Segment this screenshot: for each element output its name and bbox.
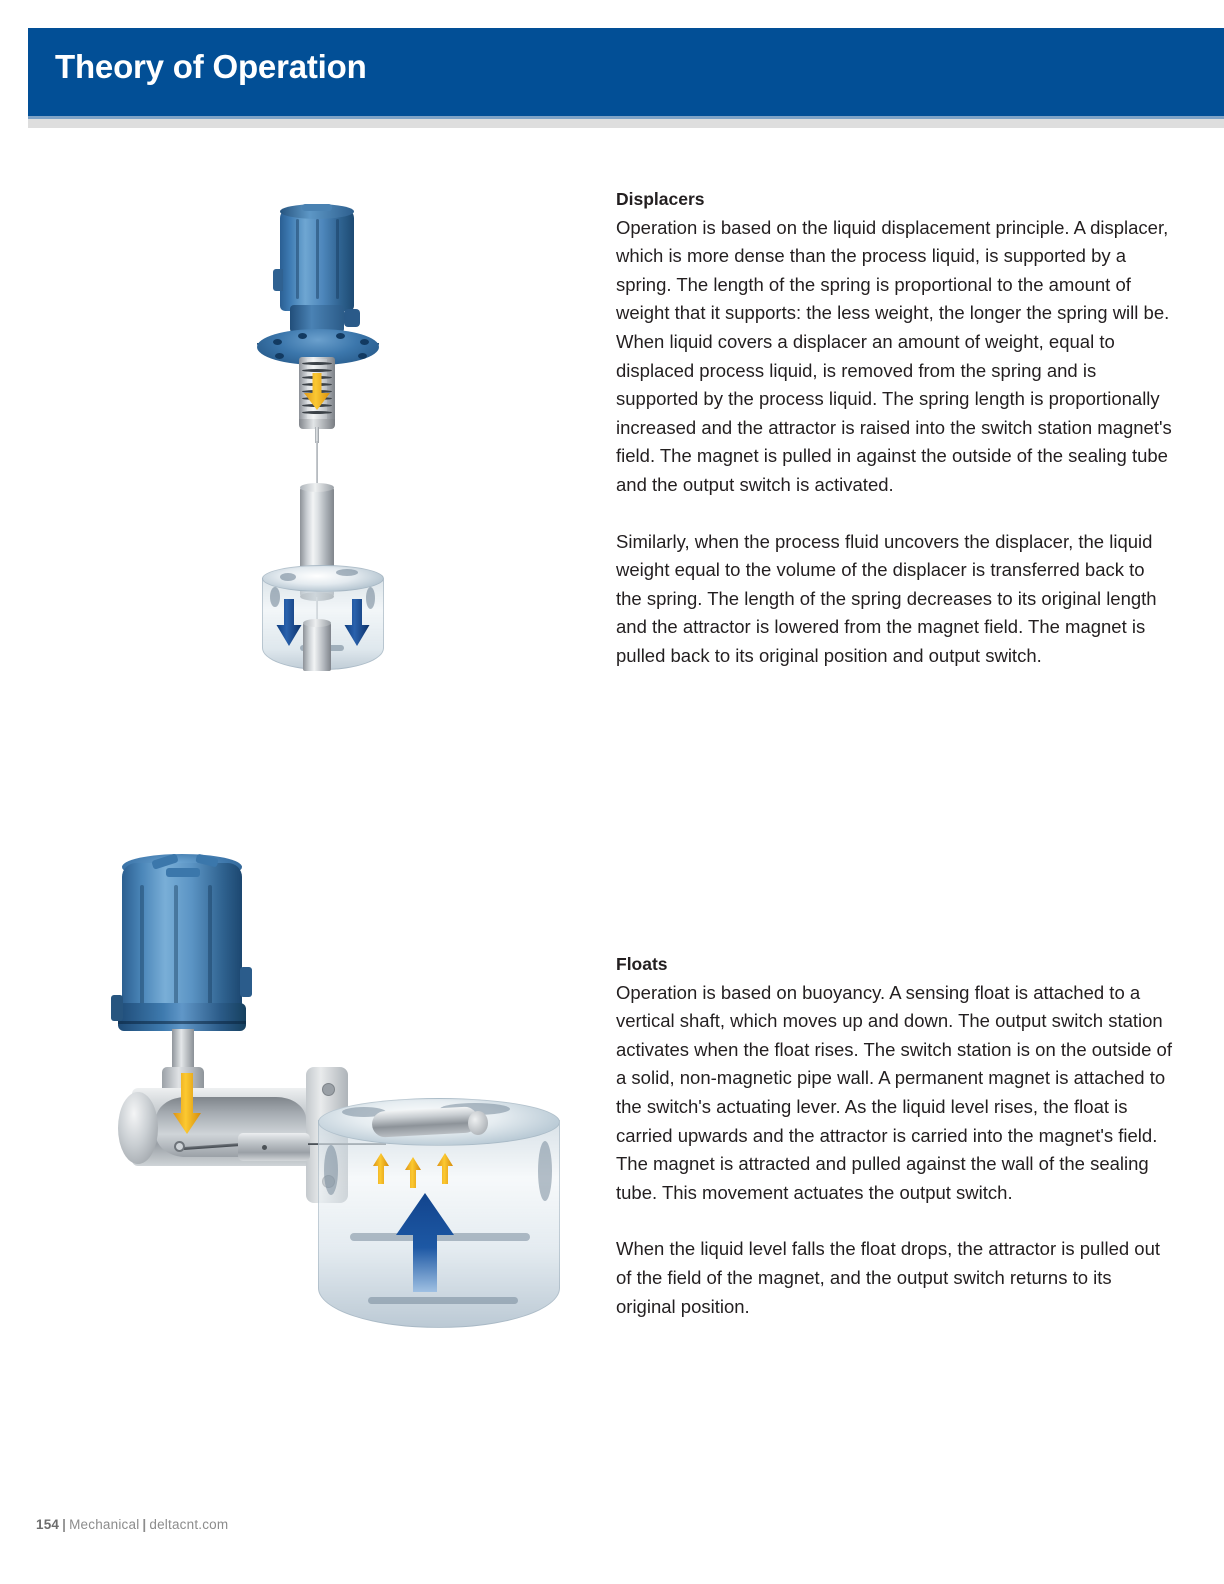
floats-heading: Floats bbox=[616, 954, 668, 974]
liquid-texture-speck bbox=[324, 1145, 338, 1195]
chamber-flange-bolt-hole bbox=[322, 1083, 335, 1096]
float-head-collar bbox=[118, 1003, 246, 1031]
spring-coil bbox=[302, 369, 332, 372]
page-footer bbox=[36, 1517, 228, 1532]
process-chamber-end-cap bbox=[118, 1092, 158, 1164]
footer-separator: | bbox=[142, 1517, 147, 1532]
page-left-margin bbox=[0, 0, 28, 128]
footer-separator: | bbox=[62, 1517, 67, 1532]
displacers-heading: Displacers bbox=[616, 189, 705, 209]
page-top-margin bbox=[0, 0, 1224, 28]
flange-bolt-hole bbox=[336, 333, 345, 339]
displacers-text-block bbox=[616, 185, 1172, 671]
spring-coil bbox=[302, 362, 332, 365]
float-head-rib bbox=[174, 885, 178, 1007]
sensing-float bbox=[371, 1106, 478, 1138]
attractor-magnet bbox=[238, 1133, 310, 1161]
switch-head-rib bbox=[296, 219, 299, 299]
float-head-top-tab bbox=[166, 868, 200, 877]
displacer-assembly-illustration bbox=[240, 195, 430, 685]
footer-website: deltacnt.com bbox=[149, 1517, 229, 1532]
liquid-texture-speck bbox=[336, 569, 358, 576]
float-head-mount-lug bbox=[111, 995, 123, 1021]
spring-down-arrow-icon bbox=[303, 373, 331, 411]
liquid-rise-small-arrow-icon bbox=[436, 1153, 454, 1185]
spring-coil bbox=[302, 411, 332, 414]
float-head-side-lug bbox=[240, 967, 252, 997]
paragraph-spacer bbox=[616, 500, 1172, 528]
switch-head-notch bbox=[302, 204, 332, 211]
header-shadow-band bbox=[0, 119, 1224, 128]
displacers-paragraph-1: Operation is based on the liquid displacement principle. A displacer, which is more dense than the process liquid, is supported by a spring. The length of the spring is proportional to the amount of weight that it supports: the less weight, the longer the spring will be. When liquid covers a displacer an amount of weight, equal to displaced process liquid, is removed from the spring and is supported by the process liquid. The spring length is proportionally increased and the attractor is raised into the switch station magnet's field. The magnet is pulled in against the outside of the sealing tube and the output switch is activated. bbox=[616, 216, 1172, 495]
floats-text-block bbox=[616, 950, 1172, 1321]
flange-bolt-hole bbox=[360, 339, 369, 345]
liquid-texture-speck bbox=[280, 573, 296, 581]
sensing-float-end-cap bbox=[468, 1111, 488, 1135]
switch-head-conduit-port bbox=[344, 309, 360, 327]
displacer-weight-top bbox=[303, 619, 331, 627]
float-head-collar-seam bbox=[118, 1021, 246, 1024]
float-assembly-illustration bbox=[110, 845, 580, 1335]
liquid-down-arrow-right-icon bbox=[344, 599, 370, 647]
switch-head-side-lug bbox=[273, 269, 283, 291]
flange-bolt-hole bbox=[275, 353, 284, 359]
switch-head-rib bbox=[316, 219, 319, 299]
flange-bolt-hole bbox=[298, 333, 307, 339]
displacer-weight bbox=[303, 623, 331, 671]
attractor-detail-dot bbox=[262, 1145, 267, 1150]
displacers-paragraph-2: Similarly, when the process fluid uncovers the displacer, the liquid weight equal to the volume of the displacer is transferred back to the spring. The length of the spring decreases to its original length and the attractor is lowered from the magnet field. The magnet is pulled back to its original position and output switch. bbox=[616, 530, 1157, 666]
footer-category: Mechanical bbox=[69, 1517, 140, 1532]
displacer-cylinder-top bbox=[300, 483, 334, 492]
page-title: Theory of Operation bbox=[55, 48, 367, 85]
flange-bolt-hole bbox=[358, 353, 367, 359]
liquid-texture-speck bbox=[538, 1141, 552, 1201]
float-head-rib bbox=[140, 885, 144, 1007]
floats-paragraph-2: When the liquid level falls the float drops, the attractor is pulled out of the field of the magnet, and the output switch returns to its original position. bbox=[616, 1238, 1160, 1317]
flange-bolt-hole bbox=[273, 339, 282, 345]
liquid-rise-large-arrow-icon bbox=[394, 1193, 456, 1293]
switch-head-rib bbox=[336, 219, 339, 299]
connecting-wire-upper bbox=[316, 441, 318, 489]
footer-page-number: 154 bbox=[36, 1517, 60, 1532]
liquid-rise-small-arrow-icon bbox=[404, 1157, 422, 1189]
liquid-down-arrow-left-icon bbox=[276, 599, 302, 647]
lever-down-arrow-icon bbox=[172, 1073, 202, 1135]
liquid-texture-speck bbox=[368, 1297, 518, 1304]
liquid-rise-small-arrow-icon bbox=[372, 1153, 390, 1185]
floats-paragraph-1: Operation is based on buoyancy. A sensing float is attached to a vertical shaft, which moves up and down. The output switch station activates when the float rises. The switch station is on the outside of a solid, non-magnetic pipe wall. A permanent magnet is attached to the switch's actuating lever. As the liquid level rises, the float is carried upwards and the attractor is carried into the magnet's field. The magnet is attracted and pulled against the wall of the sealing tube. This movement actuates the output switch. bbox=[616, 981, 1172, 1203]
paragraph-spacer bbox=[616, 1207, 1172, 1235]
float-head-rib bbox=[208, 885, 212, 1007]
